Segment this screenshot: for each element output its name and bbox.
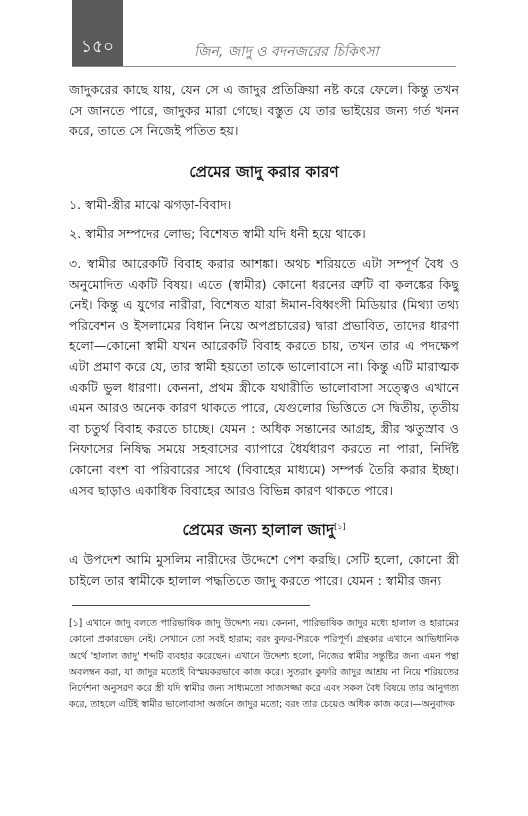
list-item: ৩. স্বামীর আরেকটি বিবাহ করার আশঙ্কা। অথচ শরিয়তে এটা সম্পূর্ণ বৈধ ও অনুমোদিত একটি বিষয়। এতে (স্বামীর) কোনো ধরনের ত্রুটি বা কলঙ্কের কিছু নেই। কিন্তু এ যুগের নারীরা, বিশেষত যারা ঈমান-বিধ্বংসী মিডিয়ার (মিথ্যা তথ্য পরিবেশন ও ইসলামের বিধান নিয়ে অপপ্রচারের) দ্বারা প্রভাবিত, তাদের ধারণা হলো—কোনো স্বামী যখন আরেকটি বিবাহ করতে চায়, তখন তার এ পদক্ষেপ এটা প্রমাণ করে যে, তার স্বামী হয়তো তাকে ভালোবাসে না। কিন্তু এটি মারাত্মক একটি ভুল ধারণা। কেননা, প্রথম স্ত্রীকে যথারীতি ভালোবাসা সত্ত্বেও এখানে এমন আরও অনেক কারণ থাকতে পারে, যেগুলোর ভিত্তিতে সে দ্বিতীয়, তৃতীয় বা চতুর্থ বিবাহ করতে চাচ্ছে। যেমন : অধিক সন্তানের আগ্রহ, স্ত্রীর ঋতুস্রাব ও নিফাসের নিষিদ্ধ সময়ে সহবাসের ব্যাপারে ধৈর্যধারণ করতে না পারা, নির্দিষ্ট কোনো বংশ বা পরিবারের সাথে (বিবাহের মাধ্যমে) সম্পর্ক তৈরি করার ইচ্ছা। এসব ছাড়াও একাধিক বিবাহের আরও বিভিন্ন কারণ থাকতে পারে।	[69, 255, 460, 498]
page-number: ১৫০	[72, 0, 123, 66]
header-rule	[72, 66, 456, 67]
list-item: ১. স্বামী-স্ত্রীর মাঝে ঝগড়া-বিবাদ।	[69, 196, 232, 212]
heading-text: প্রেমের জন্য হালাল জাদু	[182, 521, 335, 540]
intro-paragraph: জাদুকরের কাছে যায়, যেন সে এ জাদুর প্রতিক্রিয়া নষ্ট করে ফেলে। কিন্তু তখন সে জানতে পারে, জাদুকর মারা গেছে। বস্তুত যে তার ভাইয়ের জন্য গর্ত খনন করে, তাতে সে নিজেই পতিত হয়।	[69, 82, 459, 139]
section-heading-love-magic-reasons: প্রেমের জাদু করার কারণ	[189, 162, 339, 181]
running-header-title: জিন, জাদু ও বদনজরের চিকিৎসা	[194, 44, 379, 60]
list-item: ২. স্বামীর সম্পদের লোভ; বিশেষত স্বামী যদি ধনী হয়ে থাকে।	[69, 226, 366, 242]
footnote: [১] এখানে জাদু বলতে পারিভাষিক জাদু উদ্দেশ্য নয়। কেননা, পারিভাষিক জাদুর মধ্যে হালাল ও হারামের কোনো প্রকারভেদ নেই। সেখানে তো সবই হারাম; বরং কুফর-শিরকে পরিপূর্ণ। গ্রন্থকার এখানে আভিধানিক অর্থে 'হালাল জাদু' শব্দটি ব্যবহার করেছেন। এখানে উদ্দেশ্য হলো, নিজের স্বামীর সন্তুষ্টির জন্য এমন পন্থা অবলম্বন করা, যা জাদুর মতোই বিস্ময়করভাবে কাজ করে। সুতরাং কুফরি জাদুর আশ্রয় না নিয়ে শরিয়তের নির্দেশনা অনুসরণ করে স্ত্রী যদি স্বামীর জন্য সাধ্যমতো সাজসজ্জা করে এবং সকল বৈধ বিষয়ে তার আনুগত্য করে, তাহলে এটিই স্বামীর ভালোবাসা অর্জনে জাদুর মতো; বরং তার চেয়েও অধিক কাজ করে।—অনুবাদক	[69, 618, 459, 711]
footnote-marker[interactable]: [১]	[334, 522, 346, 532]
section-heading-halal-magic	[69, 516, 459, 541]
page-body	[69, 80, 459, 591]
halal-magic-paragraph: এ উপদেশ আমি মুসলিম নারীদের উদ্দেশে পেশ করছি। সেটি হলো, কোনো স্ত্রী চাইলে তার স্বামীকে হালাল পদ্ধতিতে জাদু করতে পারে। যেমন : স্বামীর জন্য	[69, 552, 459, 588]
footnote-divider	[72, 605, 310, 606]
